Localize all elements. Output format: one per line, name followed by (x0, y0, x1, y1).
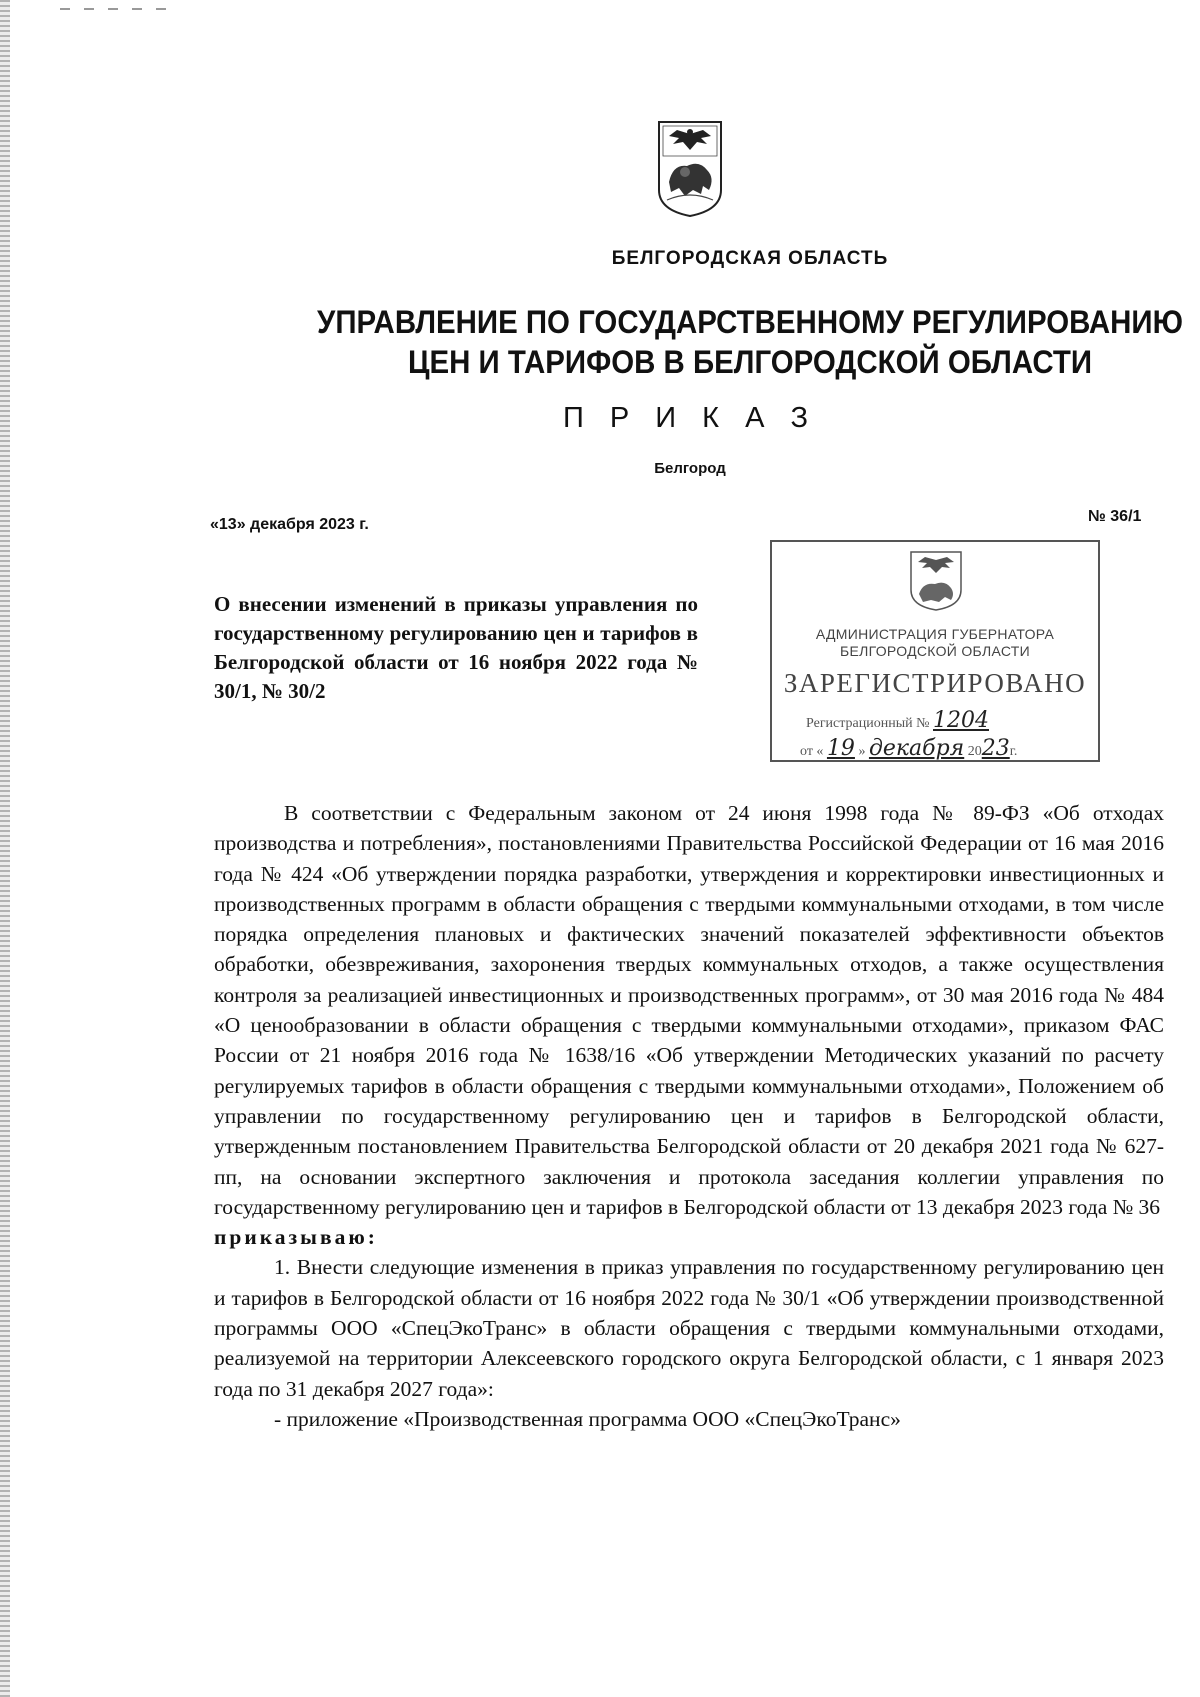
preamble-paragraph: В соответствии с Федеральным законом от 24 июня 1998 года № 89-ФЗ «Об отходах производства и потребления», постановлениями Правительства Российской Федерации от 16 мая 2016 года № 424 «Об утверждении порядка разработки, утверждения и корректировки инвестиционных и производственных программ в области обращения с твердыми коммунальными отходами, в том числе порядка определения плановых и фактических значений показателей эффективности объектов обработки, обезвреживания, захоронения твердых коммунальных отходов, а также осуществления контроля за реализацией инвестиционных и производственных программ», от 30 мая 2016 года № 484 «О ценообразовании в области обращения с твердыми коммунальными отходами», приказом ФАС России от 21 ноября 2016 года № 1638/16 «Об утверждении Методических указаний по расчету регулируемых тарифов в области обращения с твердыми коммунальными отходами», Положением об управлении по государственному регулированию цен и тарифов в Белгородской области, утвержденным постановлением Правительства Белгородской области от 20 декабря 2021 года № 627-пп, на основании экспертного заключения и протокола заседания коллегии управления по государственному регулированию цен и тарифов в Белгородской области от 13 декабря 2023 года № 36 (214, 801, 1164, 1219)
order-subject: О внесении изменений в приказы управления по государственному регулированию цен и тарифов в Белгородской области от 16 ноября 2022 года № 30/1, № 30/2 (214, 592, 698, 703)
stamp-date-line (772, 736, 1126, 761)
department-title (60, 302, 1200, 382)
stamp-day: 19 (826, 736, 855, 761)
stamp-org-line1: АДМИНИСТРАЦИЯ ГУБЕРНАТОРА (815, 626, 1055, 642)
stamp-reg-label: Регистрационный № (806, 716, 930, 731)
order-item-1-sub: - приложение «Производственная программа ООО «СпецЭкоТранс» (274, 1406, 901, 1431)
stamp-coat-of-arms-icon (905, 550, 967, 612)
stamp-month: декабря (868, 736, 965, 761)
stamp-date-mid: » (858, 744, 866, 759)
order-word (214, 1222, 1164, 1252)
stamp-year-end: г. (1009, 744, 1018, 759)
document-type: П Р И К А З (562, 402, 818, 434)
stamp-year-prefix: 20 (967, 744, 982, 759)
region-name: БЕЛГОРОДСКАЯ ОБЛАСТЬ (611, 248, 889, 269)
stamp-date-prefix: от « (800, 744, 824, 759)
department-title-line1: УПРАВЛЕНИЕ ПО ГОСУДАРСТВЕННОМУ РЕГУЛИРОВАНИЮ (317, 304, 1183, 340)
stamp-org-line2: БЕЛГОРОДСКОЙ ОБЛАСТИ (840, 643, 1030, 659)
stamp-reg-number: 1204 (933, 708, 989, 733)
order-word-text: приказываю: (214, 1225, 378, 1250)
stamp-status: ЗАРЕГИСТРИРОВАНО (783, 668, 1087, 698)
registration-stamp (770, 540, 1100, 762)
order-number: № 36/1 (1088, 508, 1142, 525)
stamp-organization (772, 626, 1098, 660)
stamp-year-suffix: 23 (981, 736, 1010, 761)
order-date: «13» декабря 2023 г. (210, 516, 369, 533)
order-body (214, 798, 1164, 1434)
city: Белгород (654, 460, 726, 477)
department-title-line2: ЦЕН И ТАРИФОВ В БЕЛГОРОДСКОЙ ОБЛАСТИ (407, 344, 1093, 380)
stamp-registration-number-line (772, 708, 1132, 733)
coat-of-arms-icon (655, 120, 725, 218)
scan-top-artifact (60, 8, 170, 10)
order-item-1: 1. Внести следующие изменения в приказ управления по государственному регулированию цен и тарифов в Белгородской области от 16 ноября 2022 года № 30/1 «Об утверждении производственной программы ООО «СпецЭкоТранс» в области обращения с твердыми коммунальными отходами, реализуемой на территории Алексеевского городского округа Белгородской области, с 1 января 2023 года по 31 декабря 2027 года»: (214, 1255, 1164, 1401)
